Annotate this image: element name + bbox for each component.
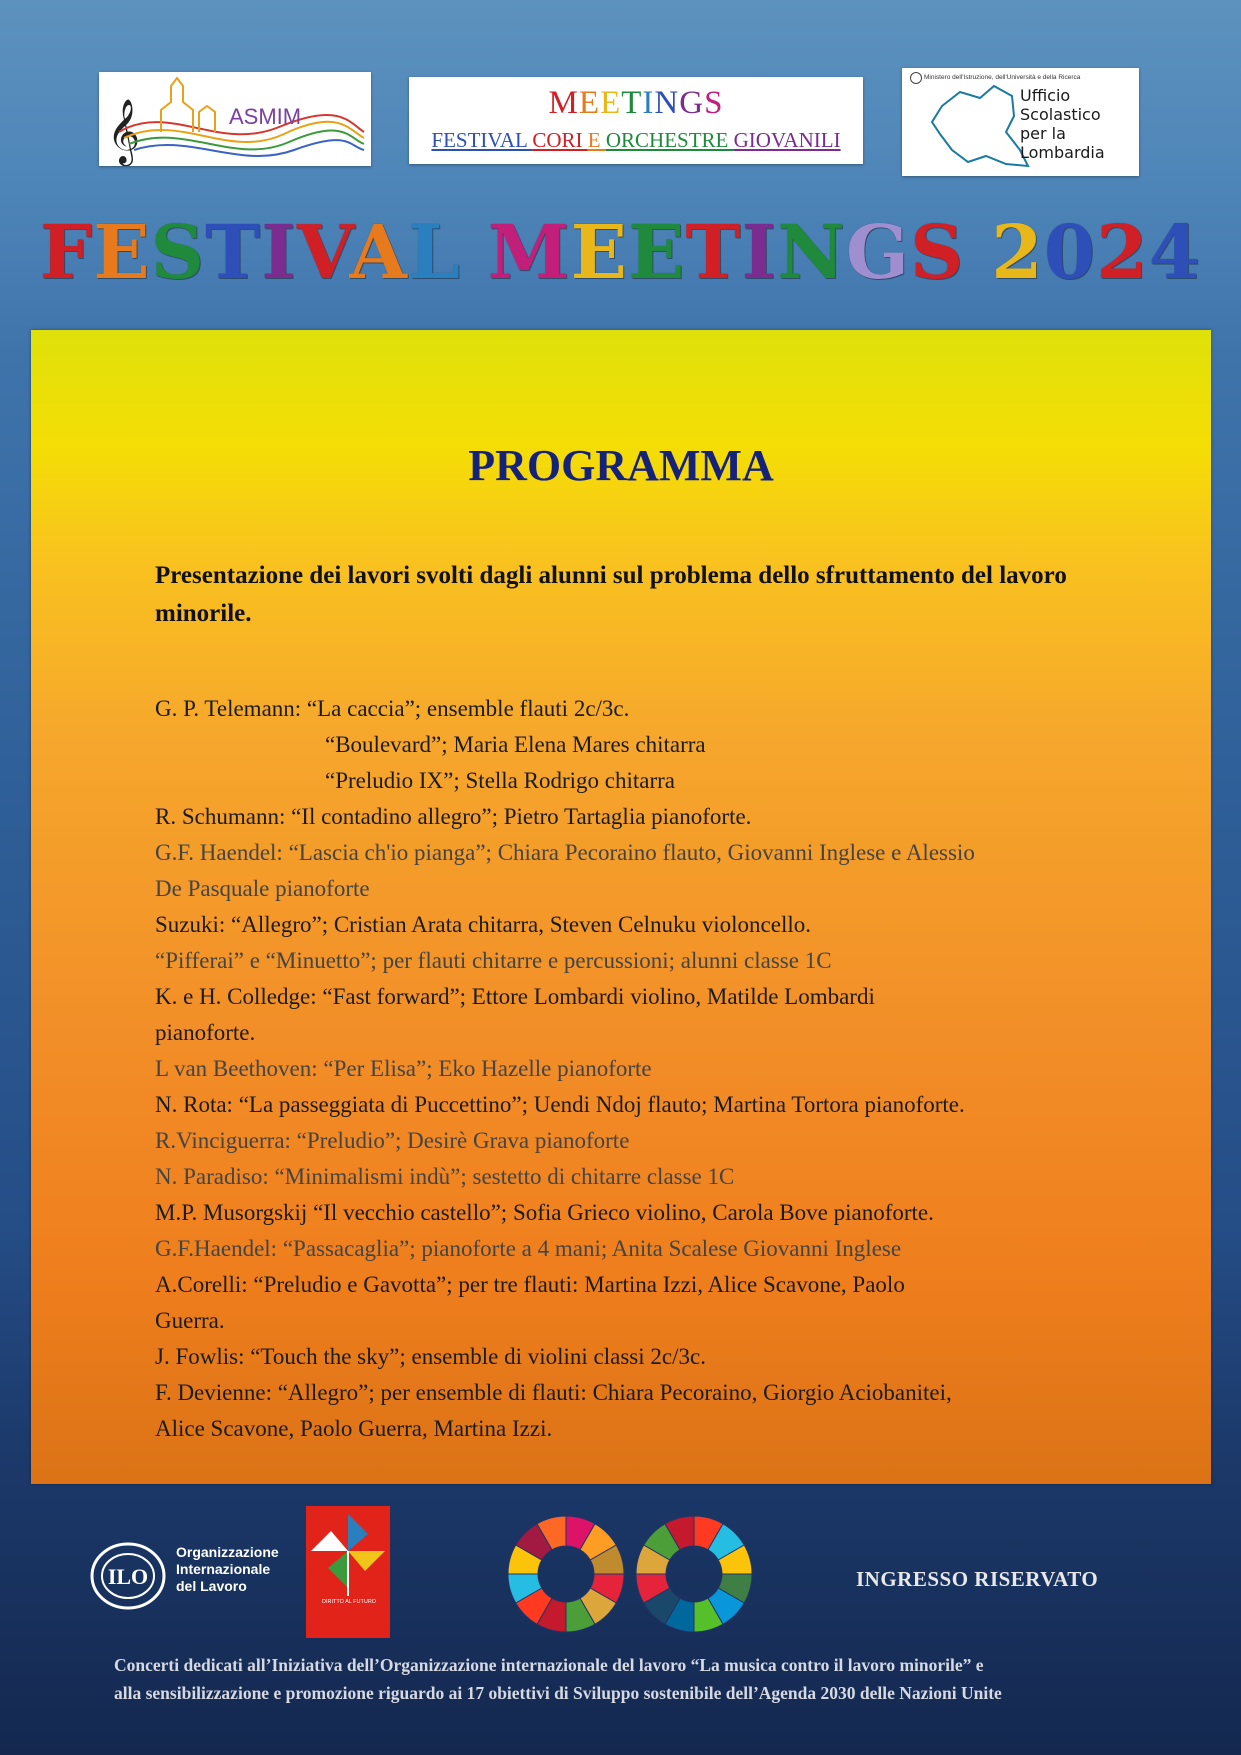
title-letter: L — [407, 210, 461, 296]
title-letter: 4 — [1148, 210, 1202, 296]
program-item: De Pasquale pianoforte — [155, 876, 370, 901]
program-list — [155, 691, 1145, 1447]
meetings-letter: S — [704, 85, 724, 121]
title-letter: E — [93, 210, 151, 296]
pinwheel-caption: DIRITTO AL FUTURO — [322, 1599, 377, 1605]
footer-logos — [0, 1500, 1241, 1660]
program-item: “Pifferai” e “Minuetto”; per flauti chitarre e percussioni; alunni classe 1C — [155, 948, 832, 973]
title-letter: 2 — [991, 210, 1044, 296]
title-letter: S — [910, 210, 965, 296]
ilo-name — [176, 1544, 279, 1595]
program-item: pianoforte. — [155, 1020, 256, 1045]
usr-line-4: Lombardia — [1020, 143, 1105, 162]
title-letter: S — [150, 210, 206, 296]
title-letter: T — [685, 210, 742, 296]
meetings-letter: T — [621, 85, 643, 121]
program-item: G. P. Telemann: “La caccia”; ensemble flauti 2c/3c. — [155, 696, 630, 721]
title-letter: 2 — [1096, 210, 1149, 296]
asmim-logo — [99, 72, 371, 166]
pinwheel-icon — [306, 1506, 390, 1596]
meetings-letter: I — [642, 85, 655, 121]
ilo-line-1: Organizzazione — [176, 1544, 279, 1560]
svg-text:𝄞: 𝄞 — [107, 99, 141, 164]
title-letter: V — [296, 210, 350, 296]
usr-line-3: per la — [1020, 124, 1066, 143]
title-letter: G — [845, 210, 911, 296]
meetings-letter: M — [548, 85, 579, 121]
program-item: Guerra. — [155, 1308, 225, 1333]
meetings-logo-subtitle — [409, 128, 863, 153]
ilo-emblem-text: ILO — [107, 1564, 149, 1589]
title-letter: M — [487, 210, 571, 296]
ilo-emblem-icon — [88, 1540, 168, 1612]
usr-lombardia-logo — [902, 68, 1139, 176]
title-letter: 0 — [1043, 210, 1097, 296]
meetings-subtitle-word: E — [587, 128, 606, 152]
program-heading: PROGRAMMA — [468, 441, 774, 490]
program-item: N. Paradiso: “Minimalismi indù”; sestetto di chitarre classe 1C — [155, 1164, 735, 1189]
program-item: M.P. Musorgskij “Il vecchio castello”; Sofia Grieco violino, Carola Bove pianoforte. — [155, 1200, 934, 1225]
ilo-line-3: del Lavoro — [176, 1578, 247, 1594]
footer-note-line-1: Concerti dedicati all’Iniziativa dell’Organizzazione internazionale del lavoro “La musica contro il lavoro minorile” e — [114, 1655, 984, 1675]
program-item: R.Vinciguerra: “Preludio”; Desirè Grava pianoforte — [155, 1128, 630, 1153]
pinwheel-logo — [306, 1506, 390, 1638]
sdg-infinity-wheel-icon — [502, 1514, 758, 1634]
meetings-letter: N — [654, 85, 680, 121]
program-panel — [31, 330, 1211, 1484]
program-item: J. Fowlis: “Touch the sky”; ensemble di violini classi 2c/3c. — [155, 1344, 706, 1369]
program-item: Suzuki: “Allegro”; Cristian Arata chitarra, Steven Celnuku violoncello. — [155, 912, 811, 937]
meetings-subtitle-word: FESTIVAL — [431, 128, 533, 152]
meetings-letter: G — [679, 85, 705, 121]
program-item: G.F. Haendel: “Lascia ch'io pianga”; Chiara Pecoraino flauto, Giovanni Inglese e Alessio — [155, 840, 975, 865]
asmim-logo-text: ASMIM — [229, 104, 302, 129]
meetings-logo-title — [409, 85, 863, 122]
program-item: G.F.Haendel: “Passacaglia”; pianoforte a 4 mani; Anita Scalese Giovanni Inglese — [155, 1236, 902, 1261]
meetings-logo — [409, 77, 863, 164]
ilo-line-2: Internazionale — [176, 1561, 271, 1577]
meetings-subtitle-word: GIOVANILI — [733, 128, 841, 152]
program-item: R. Schumann: “Il contadino allegro”; Pietro Tartaglia pianoforte. — [155, 804, 752, 829]
program-item: N. Rota: “La passeggiata di Puccettino”; Uendi Ndoj flauto; Martina Tortora pianoforte. — [155, 1092, 965, 1117]
festival-title — [0, 210, 1241, 296]
program-item: “Boulevard”; Maria Elena Mares chitarra — [325, 732, 706, 757]
program-intro: Presentazione dei lavori svolti dagli alunni sul problema dello sfruttamento del lavoro minorile. — [155, 562, 1067, 627]
asmim-logo-graphic — [99, 72, 371, 166]
usr-line-1: Ufficio — [1020, 86, 1071, 105]
meetings-subtitle-word: ORCHESTRE — [605, 128, 734, 152]
ingresso-riservato: INGRESSO RISERVATO — [856, 1567, 1099, 1591]
usr-line-2: Scolastico — [1020, 105, 1101, 124]
program-item: F. Devienne: “Allegro”; per ensemble di flauti: Chiara Pecoraino, Giorgio Aciobanitei, — [155, 1380, 952, 1405]
title-letter: N — [777, 210, 846, 296]
title-letter: E — [570, 210, 629, 296]
meetings-letter: E — [600, 85, 622, 121]
title-letter: I — [261, 210, 297, 296]
title-space — [461, 210, 488, 296]
meetings-subtitle-word: CORI — [532, 128, 588, 152]
program-item: Alice Scavone, Paolo Guerra, Martina Izzi. — [155, 1416, 553, 1441]
title-letter: E — [628, 210, 686, 296]
ministry-label: Ministero dell'Istruzione, dell'Università e della Ricerca — [924, 74, 1081, 81]
program-item: K. e H. Colledge: “Fast forward”; Ettore Lombardi violino, Matilde Lombardi — [155, 984, 875, 1009]
program-item: “Preludio IX”; Stella Rodrigo chitarra — [325, 768, 676, 793]
program-item: A.Corelli: “Preludio e Gavotta”; per tre flauti: Martina Izzi, Alice Scavone, Paolo — [155, 1272, 905, 1297]
footer-note — [114, 1651, 1174, 1707]
title-letter: F — [39, 210, 94, 296]
title-letter: I — [741, 210, 778, 296]
title-space — [964, 210, 991, 296]
title-letter: T — [205, 210, 262, 296]
program-item: L van Beethoven: “Per Elisa”; Eko Hazelle pianoforte — [155, 1056, 652, 1081]
usr-office-name — [1020, 86, 1105, 162]
meetings-letter: E — [578, 85, 601, 121]
footer-note-line-2: alla sensibilizzazione e promozione riguardo ai 17 obiettivi di Sviluppo sostenibile dell’Agenda 2030 delle Nazioni Unite — [114, 1683, 1002, 1703]
title-letter: A — [349, 210, 408, 296]
